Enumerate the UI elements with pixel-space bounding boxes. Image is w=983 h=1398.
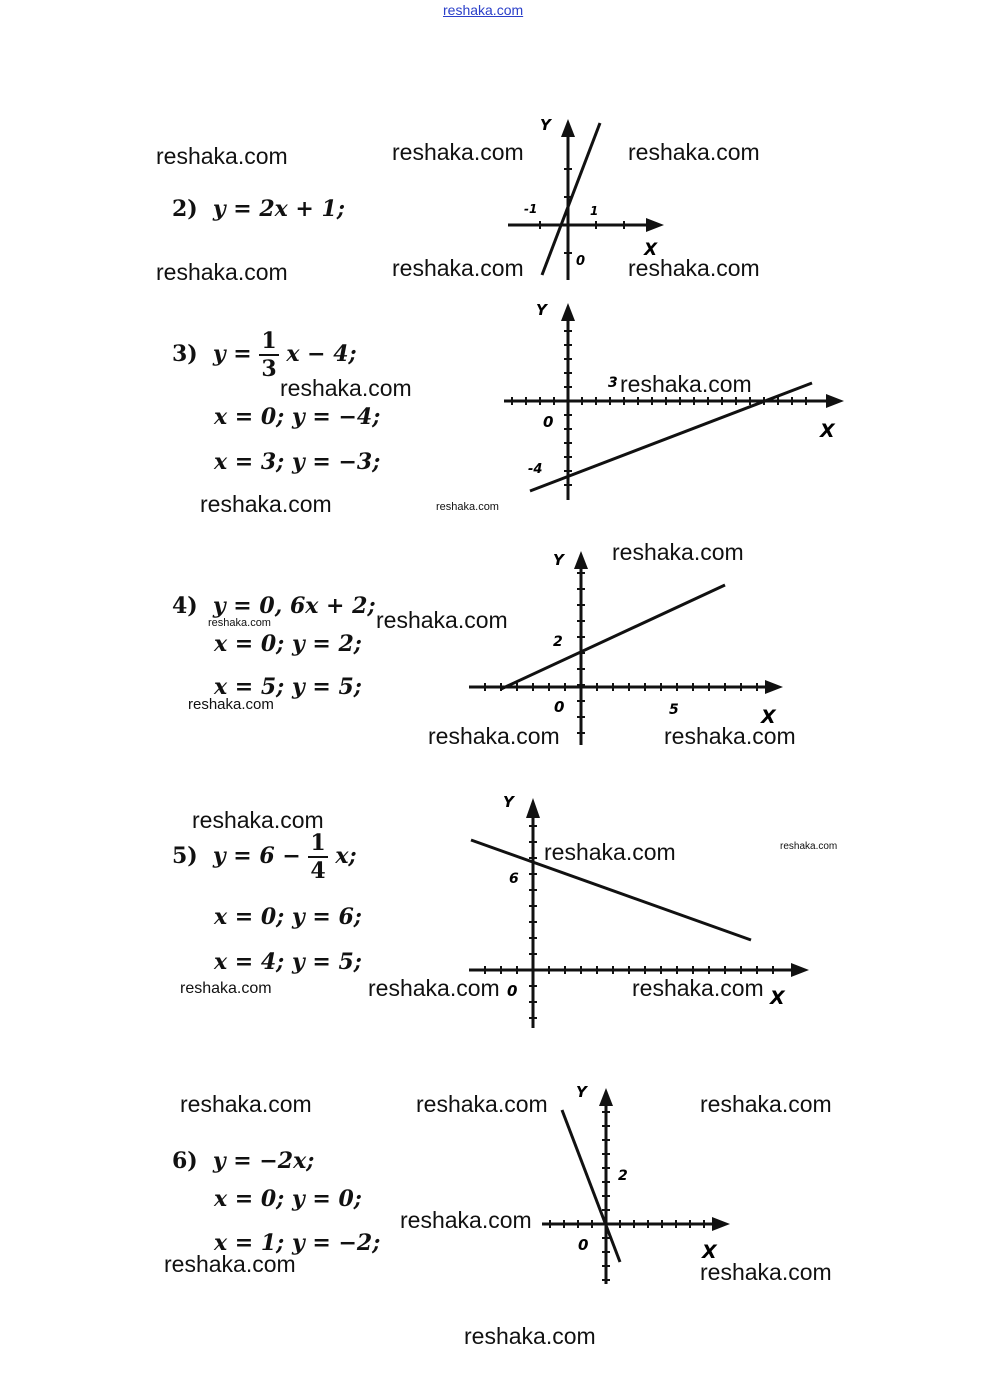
problem-2 [172,196,345,222]
graph-3-y-label: Y [536,301,547,319]
watermark-small: reshaka.com [780,841,838,852]
watermark: reshaka.com [180,1091,312,1117]
problem-4-number: 4) [172,593,198,619]
watermark: reshaka.com [280,375,412,401]
watermark: reshaka.com [400,1207,532,1233]
graph-3-line [530,383,812,491]
graph-3 [500,295,850,505]
problem-3-number: 3) [172,341,198,367]
watermark: reshaka.com [612,539,744,565]
watermark: reshaka.com [428,723,560,749]
graph-6-y-label: Y [576,1083,587,1101]
problem-5-frac-num: 1 [310,830,326,856]
problem-5-fraction [308,832,327,882]
watermark-small: reshaka.com [208,617,271,629]
watermark: reshaka.com [376,607,508,633]
problem-5-number: 5) [172,843,198,869]
graph-3-tick-label-3: 3 [608,375,618,391]
watermark: reshaka.com [620,371,752,397]
problem-4 [172,593,376,619]
watermark: reshaka.com [392,255,524,281]
graph-4 [465,545,795,750]
graph-5-x-label: X [770,987,785,1009]
graph-5-origin: 0 [507,982,518,1000]
problem-3-eq-prefix: y = [212,341,252,367]
watermark: reshaka.com [164,1251,296,1277]
watermark: reshaka.com [700,1091,832,1117]
watermark: reshaka.com [156,143,288,169]
graph-2-origin: 0 [576,254,586,269]
problem-6 [172,1148,314,1174]
problem-3-row-1: x = 0; y = −4; [214,404,381,430]
graph-4-tick-label-5: 5 [669,702,679,718]
graph-4-line [501,585,725,689]
problem-3-frac-den: 3 [261,356,277,382]
graph-2-y-label: Y [540,116,551,134]
watermark: reshaka.com [416,1091,548,1117]
watermark-small: reshaka.com [436,501,499,513]
watermark: reshaka.com [464,1323,596,1349]
watermark: reshaka.com [392,139,524,165]
graph-2-tick-label-1: 1 [590,204,599,218]
problem-2-equation: y = 2x + 1; [212,196,345,222]
problem-6-row-1: x = 0; y = 0; [214,1186,362,1212]
watermark-small: reshaka.com [188,696,274,713]
graph-5-tick-label-6: 6 [509,871,519,887]
graph-2-x-label: X [644,240,658,260]
problem-3-fraction [259,330,278,380]
graph-4-x-label: X [761,706,776,728]
problem-5 [172,832,357,882]
watermark: reshaka.com [628,255,760,281]
watermark-small: reshaka.com [180,980,272,997]
watermark: reshaka.com [632,975,764,1001]
graph-6-tick-label-2: 2 [618,1168,628,1184]
problem-6-equation: y = −2x; [212,1148,315,1174]
graph-3-origin: 0 [543,413,554,431]
problem-3 [172,330,357,380]
problem-4-row-1: x = 0; y = 2; [214,631,362,657]
problem-5-eq-prefix: y = 6 − [212,843,301,869]
top-watermark-link[interactable]: reshaka.com [443,2,524,18]
problem-4-row-2: x = 5; y = 5; [214,674,362,700]
problem-6-number: 6) [172,1148,198,1174]
problem-5-eq-suffix: x; [335,843,357,869]
problem-3-eq-suffix: x − 4; [286,341,357,367]
graph-2-tick-label-neg1: -1 [524,202,538,216]
graph-4-origin: 0 [554,698,565,716]
graph-3-x-label: X [820,420,835,442]
problem-3-row-2: x = 3; y = −3; [214,449,381,475]
problem-6-row-2: x = 1; y = −2; [214,1230,381,1256]
watermark: reshaka.com [628,139,760,165]
problem-3-frac-num: 1 [261,328,277,354]
watermark: reshaka.com [664,723,796,749]
watermark: reshaka.com [192,807,324,833]
problem-2-number: 2) [172,196,198,222]
graph-3-tick-label-neg4: -4 [528,462,543,477]
problem-5-row-2: x = 4; y = 5; [214,949,362,975]
watermark: reshaka.com [700,1259,832,1285]
problem-4-equation: y = 0, 6x + 2; [212,593,376,619]
graph-6-origin: 0 [578,1236,589,1254]
graph-6-line [562,1110,620,1262]
watermark: reshaka.com [200,491,332,517]
graph-6-x-label: X [702,1241,717,1263]
graph-4-tick-label-2: 2 [553,634,563,650]
watermark: reshaka.com [368,975,500,1001]
problem-5-frac-den: 4 [310,858,326,884]
graph-4-y-label: Y [553,551,564,569]
graph-5-y-label: Y [503,793,514,811]
watermark: reshaka.com [156,259,288,285]
problem-5-row-1: x = 0; y = 6; [214,904,362,930]
watermark: reshaka.com [544,839,676,865]
